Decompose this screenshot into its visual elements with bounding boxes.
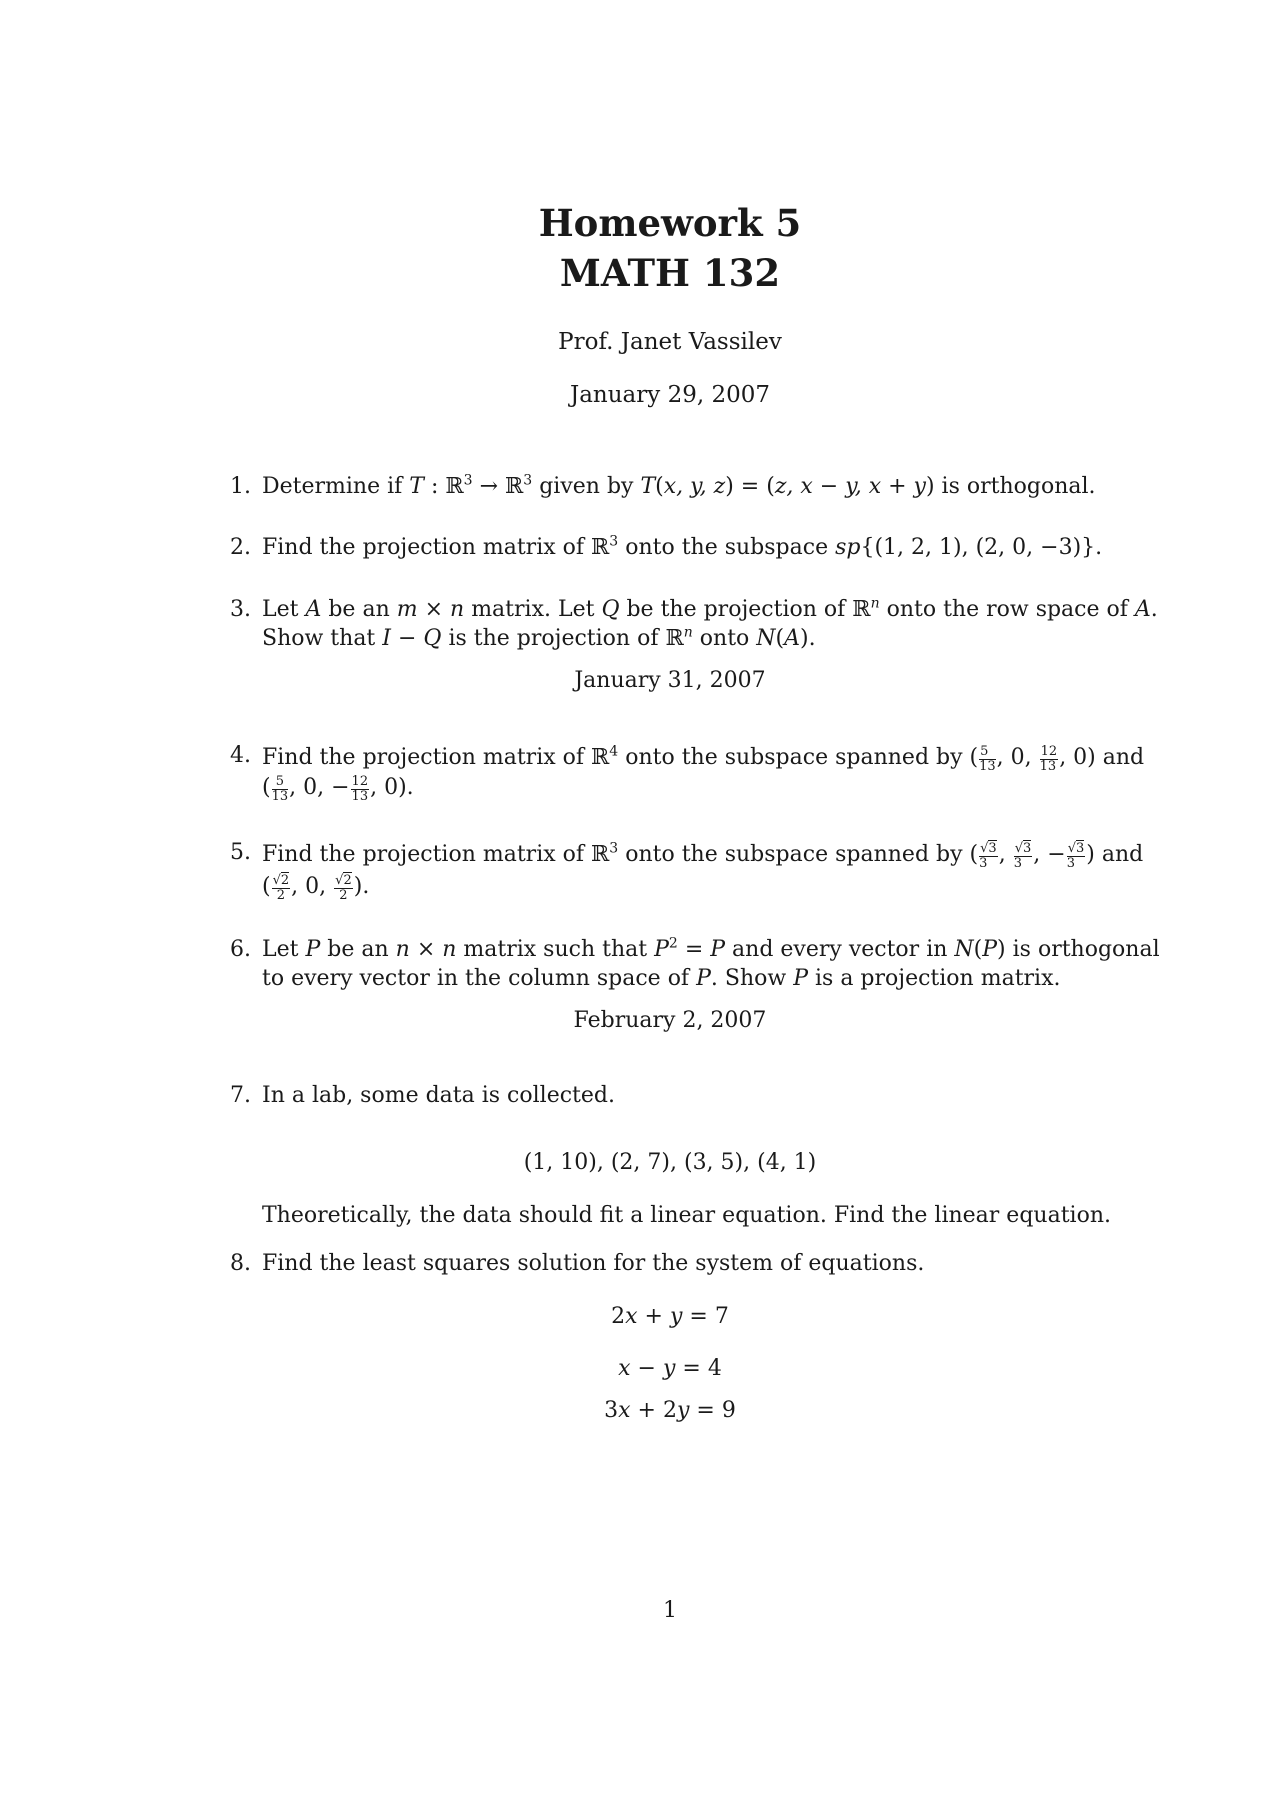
problem-2-text: Find the projection matrix of ℝ$^3$ onto the subspace sp{(1, 2, 1), (2, 0, −3)}. — [262, 533, 1103, 560]
assignment-date: January 29, 2007 — [570, 382, 770, 408]
course-name: MATH 132 — [559, 251, 781, 295]
problem-4-text-line-2: ( $\frac{5}{13}$ , 0, − $\frac{12}{13}$ , 0). — [262, 774, 414, 804]
page-number: 1 — [663, 1598, 677, 1623]
problem-5-text-line-2: ( $\frac{√2}{2}$ , 0, $\frac{√2}{2}$ ). — [262, 873, 370, 903]
problem-8-number: 8. — [230, 1251, 251, 1276]
problem-5-text-line-1: Find the projection matrix of ℝ$^3$ onto the subspace spanned by ( $\frac{√3}{3}$ , $\frac{√3}{3}$ , − $\frac{√3}{3}$ ) and — [262, 840, 1144, 871]
problem-4-number: 4. — [230, 743, 251, 768]
section-date-jan-31: January 31, 2007 — [574, 668, 766, 693]
problem-7-text: In a lab, some data is collected. — [262, 1083, 615, 1108]
problem-3-number: 3. — [230, 597, 251, 622]
problem-7-data-points: (1, 10), (2, 7), (3, 5), (4, 1) — [523, 1150, 817, 1175]
problem-1-number: 1. — [230, 474, 251, 499]
problem-6-number: 6. — [230, 937, 251, 962]
professor-name: Prof. Janet Vassilev — [558, 329, 782, 355]
problem-2-number: 2. — [230, 535, 251, 560]
problem-8-equation-2: x − y = 4 — [618, 1356, 722, 1381]
document-title: Homework 5 — [538, 201, 802, 245]
problem-6-text-line-2: to every vector in the column space of P. Show P is a projection matrix. — [262, 966, 1061, 991]
problem-8-equation-1: 2x + y = 7 — [611, 1304, 729, 1329]
section-date-feb-2: February 2, 2007 — [573, 1008, 767, 1033]
problem-8-equation-3: 3x + 2y = 9 — [604, 1398, 736, 1423]
problem-5-number: 5. — [230, 840, 251, 865]
problem-3-text-line-2: Show that I − Q is the projection of ℝ$^n$ onto N(A). — [262, 624, 816, 651]
problem-7-followup: Theoretically, the data should fit a linear equation. Find the linear equation. — [262, 1203, 1111, 1228]
problem-1-text: Determine if T : ℝ$^3$ → ℝ$^3$ given by T(x, y, z) = (z, x − y, x + y) is orthogonal. — [262, 472, 1096, 499]
problem-7-number: 7. — [230, 1083, 251, 1108]
problem-6-text-line-1: Let P be an n × n matrix such that $P^2 = P$ and every vector in N(P) is orthogonal — [262, 935, 1160, 962]
problem-3-text-line-1: Let A be an m × n matrix. Let Q be the projection of ℝ$^n$ onto the row space of A. — [262, 595, 1158, 622]
problem-4-text-line-1: Find the projection matrix of ℝ$^4$ onto the subspace spanned by ( $\frac{5}{13}$ , 0, $\frac{12}{13}$ , 0) and — [262, 743, 1145, 774]
problem-8-text: Find the least squares solution for the system of equations. — [262, 1251, 925, 1276]
